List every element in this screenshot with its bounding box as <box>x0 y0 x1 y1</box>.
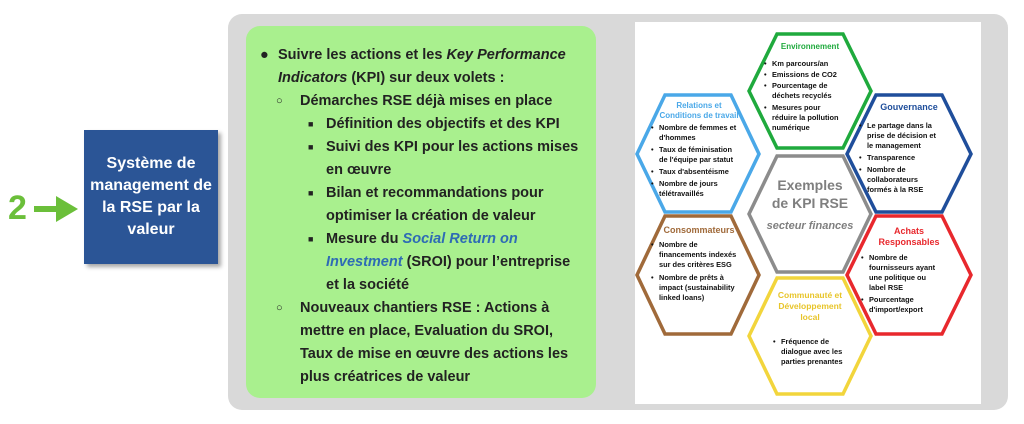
hex-environnement <box>749 34 871 148</box>
sub1-label: Démarches RSE déjà mises en place <box>300 93 553 109</box>
hex-relations-item: d'hommes <box>659 133 696 142</box>
hex-relations-item: Nombre de femmes et <box>659 123 737 132</box>
svg-text:•: • <box>651 179 654 188</box>
svg-text:•: • <box>651 167 654 176</box>
hex-achats-title2: Responsables <box>878 237 940 247</box>
svg-text:•: • <box>651 123 654 132</box>
hex-environnement-item: numérique <box>772 123 810 132</box>
bullet-square-icon: ■ <box>308 188 314 198</box>
svg-text:•: • <box>651 273 654 282</box>
hex-environnement-item: déchets recyclés <box>772 91 832 100</box>
hex-achats-item: une politique ou <box>869 273 927 282</box>
sub1-b-text: Suivi des KPI pour les actions mises en œuvre <box>326 139 579 178</box>
hex-gouvernance-item: collaborateurs <box>867 175 918 184</box>
hex-relations-title2: Conditions de travail <box>659 111 739 120</box>
list-item-sub2 <box>260 297 584 389</box>
svg-text:•: • <box>651 145 654 154</box>
hex-achats-item: Nombre de <box>869 253 908 262</box>
hex-relations-title1: Relations et <box>676 101 722 110</box>
svg-text:•: • <box>764 103 767 112</box>
svg-text:•: • <box>859 121 862 130</box>
hex-consommateurs-item: sur des critères ESG <box>659 260 732 269</box>
list-item-sub1-b <box>260 136 584 182</box>
svg-text:•: • <box>764 81 767 90</box>
svg-text:•: • <box>859 153 862 162</box>
hex-consommateurs-item: impact (sustainability <box>659 283 735 292</box>
hex-relations-item: Nombre de jours <box>659 179 718 188</box>
step-number: 2 <box>8 189 27 227</box>
svg-text:•: • <box>773 337 776 346</box>
bullet-dot-icon: ● <box>260 47 269 63</box>
hex-communaute-title1: Communauté et <box>777 290 843 300</box>
hex-gouvernance-item: prise de décision et <box>867 131 937 140</box>
kpi-hexagon-diagram <box>635 22 981 404</box>
svg-text:•: • <box>764 70 767 79</box>
svg-text:•: • <box>861 295 864 304</box>
system-box-label: Système de management de la RSE par la valeur <box>90 155 212 238</box>
hex-environnement-item: Emissions de CO2 <box>772 70 837 79</box>
bullet-circle-icon: ○ <box>276 95 283 107</box>
list-item-main <box>260 44 584 90</box>
hex-achats-item: label RSE <box>869 283 904 292</box>
hex-consommateurs-item: financements indexés <box>659 250 737 259</box>
list-item-sub1-c <box>260 182 584 228</box>
hex-center <box>749 156 871 272</box>
hex-communaute <box>749 278 871 394</box>
hex-achats-title1: Achats <box>893 226 925 236</box>
item1-emphasis: Key Performance Indicators <box>278 47 566 86</box>
bullet-square-icon: ■ <box>308 234 314 244</box>
hex-gouvernance-item: le management <box>867 141 921 150</box>
svg-text:•: • <box>861 253 864 262</box>
sub2-label: Nouveaux chantiers RSE : Actions à mettre en place, Evaluation du SROI, Taux de mise en œuvre des actions les plus créatrices de valeur <box>300 300 569 385</box>
hex-consommateurs-item: linked loans) <box>659 293 705 302</box>
hex-relations-item: Taux de féminisation <box>659 145 732 154</box>
center-subtitle: secteur finances <box>766 220 854 232</box>
hex-communaute-item: Fréquence de <box>781 337 830 346</box>
hex-gouvernance-item: Le partage dans la <box>867 121 932 130</box>
hex-gouvernance-item: Transparence <box>867 153 916 162</box>
hex-achats <box>847 216 971 334</box>
hex-environnement-item: réduire la pollution <box>772 113 839 122</box>
hex-communaute-item: parties prenantes <box>781 357 843 366</box>
hex-gouvernance-title: Gouvernance <box>880 102 938 112</box>
item1-prefix: Suivre les actions et les <box>278 47 447 63</box>
hex-communaute-item: dialogue avec les <box>781 347 843 356</box>
hex-achats-item: d'import/export <box>869 305 923 314</box>
hex-communaute-title2: Développement <box>778 301 842 311</box>
hex-environnement-item: Mesures pour <box>772 103 821 112</box>
hexagon-diagram-svg <box>635 22 981 404</box>
hex-environnement-item: Pourcentage de <box>772 81 828 90</box>
bullet-square-icon: ■ <box>308 142 314 152</box>
hex-environnement-title: Environnement <box>780 42 840 51</box>
svg-text:•: • <box>764 59 767 68</box>
hex-consommateurs-item: Nombre de prêts à <box>659 273 724 282</box>
hex-consommateurs <box>637 216 759 334</box>
svg-text:•: • <box>859 165 862 174</box>
right-arrow-icon <box>34 196 78 222</box>
hex-achats-item: Pourcentage <box>869 295 914 304</box>
center-title-line2: de KPI RSE <box>771 195 849 211</box>
list-item-sub1 <box>260 90 584 113</box>
bullet-circle-icon: ○ <box>276 302 283 314</box>
list-item-sub1-a <box>260 113 584 136</box>
hex-relations-item: de l'équipe par statut <box>659 155 734 164</box>
hex-gouvernance <box>847 95 971 212</box>
list-item-sub1-d <box>260 228 584 297</box>
item1-suffix: (KPI) sur deux volets : <box>347 70 505 86</box>
sub1-a-text: Définition des objectifs et des KPI <box>326 116 560 132</box>
hex-environnement-item: Km parcours/an <box>772 59 829 68</box>
sub1-c-text: Bilan et recommandations pour optimiser la création de valeur <box>326 185 544 224</box>
hex-gouvernance-item: formés à la RSE <box>867 185 924 194</box>
hex-relations-item: télétravaillés <box>659 189 704 198</box>
sub1-d-prefix: Mesure du <box>326 231 403 247</box>
hex-consommateurs-item: Nombre de <box>659 240 698 249</box>
svg-text:•: • <box>651 240 654 249</box>
hex-communaute-title3: local <box>800 312 820 322</box>
hex-relations <box>637 95 759 212</box>
kpi-list-panel <box>246 26 596 398</box>
hex-achats-item: fournisseurs ayant <box>869 263 936 272</box>
system-box <box>84 130 218 264</box>
hex-consommateurs-title: Consommateurs <box>663 225 735 235</box>
bullet-square-icon: ■ <box>308 119 314 129</box>
sub1-d-suffix: (SROI) pour l’entreprise et la société <box>326 254 571 293</box>
center-title-line1: Exemples <box>777 177 843 193</box>
hex-relations-item: Taux d'absentéisme <box>659 167 729 176</box>
hex-gouvernance-item: Nombre de <box>867 165 906 174</box>
sub1-d-emphasis: Social Return on Investment <box>326 231 518 270</box>
